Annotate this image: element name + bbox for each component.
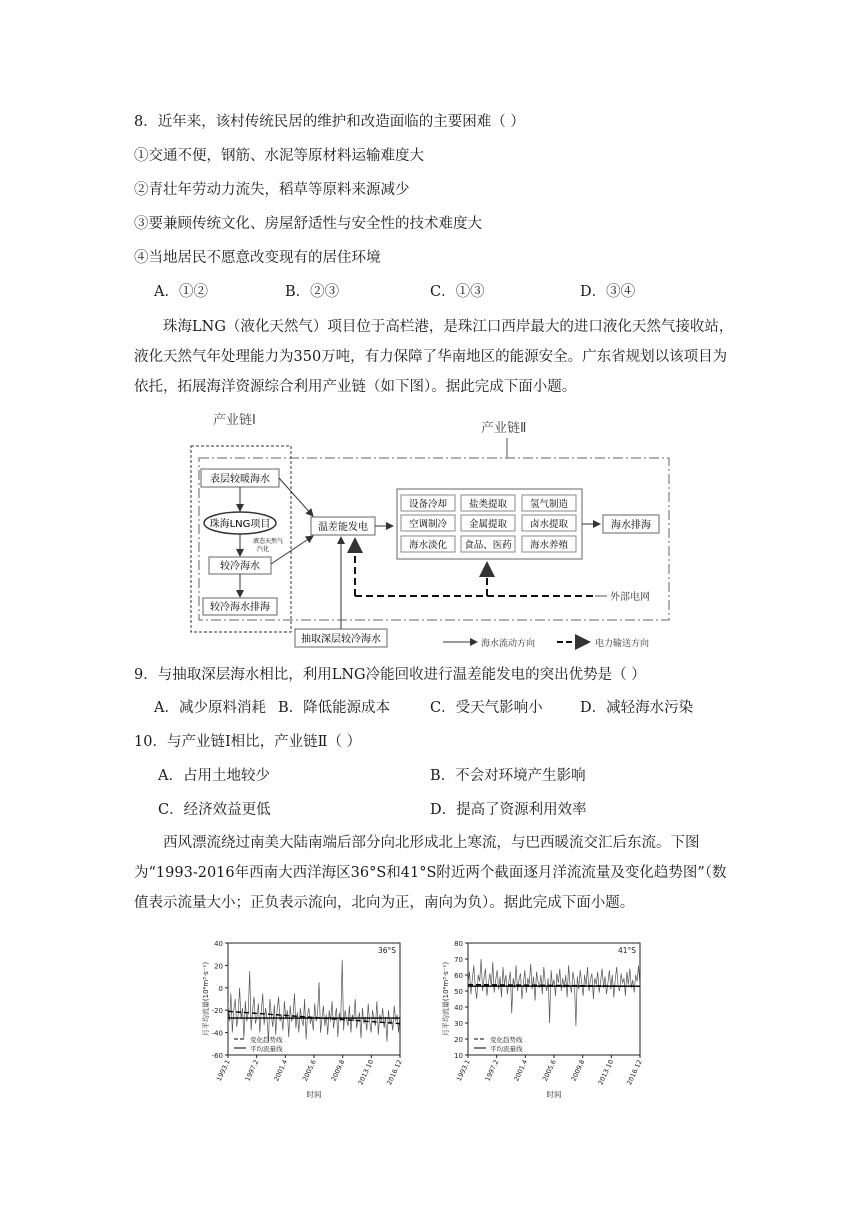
flow-chart-41s <box>440 935 660 1105</box>
x-tick-label: 2005.6 <box>540 1058 558 1083</box>
x-tick-label: 1993.1 <box>214 1058 232 1083</box>
y-tick-label: 70 <box>454 956 463 964</box>
grid-cell-food-medicine-label: 食品、医药 <box>464 540 512 551</box>
cold-discharge-label: 较冷海水排海 <box>210 602 270 613</box>
grid-cell-salt-extraction-label: 盐类提取 <box>468 499 508 510</box>
grid-cell-air-conditioning-label: 空调制冷 <box>408 519 448 530</box>
y-tick-label: 0 <box>218 984 223 993</box>
question-8-item-2: ②青壮年劳动力流失，稻草等原料来源减少 <box>134 182 410 198</box>
arrow-surface-to-power <box>279 478 313 516</box>
x-tick-label: 2016.12 <box>385 1058 404 1087</box>
y-tick-label: -20 <box>211 1007 223 1016</box>
question-8-option-b: B．②③ <box>285 284 340 300</box>
external-grid-label: 外部电网 <box>610 592 650 603</box>
x-tick-label: 1997.2 <box>483 1058 501 1083</box>
question-8-option-c: C．①③ <box>430 284 485 300</box>
flow-chart-36s <box>200 935 420 1105</box>
y-tick-label: 40 <box>214 940 223 948</box>
question-8-option-d: D．③④ <box>580 284 636 300</box>
question-8-option-a: A．①② <box>154 284 208 300</box>
x-tick-label: 2013.10 <box>356 1058 376 1087</box>
legend-mean-label: 平均流量线 <box>490 1045 523 1053</box>
x-axis-label: 时间 <box>306 1090 322 1099</box>
gasify-label-2: 汽化 <box>257 546 270 553</box>
y-tick-label: 60 <box>454 972 463 980</box>
monthly-flow-line <box>468 959 640 1026</box>
question-9-option-d: D．减轻海水污染 <box>580 700 694 716</box>
question-10-option-d: D．提高了资源利用效率 <box>430 802 587 818</box>
question-10-stem: 10．与产业链Ⅰ相比，产业链Ⅱ（ ） <box>134 734 362 750</box>
grid-cell-hydrogen-label: 氢气制造 <box>529 499 569 510</box>
legend-trend-label: 变化趋势线 <box>490 1036 523 1044</box>
legend-power-label: 电力输送方向 <box>595 639 650 649</box>
question-10-option-a: A．占用土地较少 <box>158 768 270 784</box>
question-10-option-c: C．经济效益更低 <box>158 802 271 818</box>
y-tick-label: -60 <box>211 1052 223 1060</box>
x-tick-label: 1993.1 <box>454 1058 472 1083</box>
passage-current: 西风漂流绕过南美大陆南端后部分向北形成北上寒流，与巴西暖流交汇后东流。下图为“1993-2016年西南大西洋海区36°S和41°S附近两个截面逐月洋流流量及变化趋势图”（数值表示流量大小；正负表示流向，北向为正，南向为负）。据此完成下面小题。 <box>134 835 727 911</box>
question-8-item-3: ③要兼顾传统文化、房屋舒适性与安全性的技术难度大 <box>134 216 482 232</box>
question-10-option-b: B．不会对环境产生影响 <box>430 768 586 784</box>
x-tick-label: 2005.6 <box>300 1058 318 1083</box>
y-tick-label: 20 <box>214 962 223 971</box>
grid-cell-equipment-cooling-label: 设备冷却 <box>408 499 448 510</box>
cold-water-label: 较冷海水 <box>220 561 260 572</box>
x-tick-label: 1997.2 <box>243 1058 261 1083</box>
deep-water-label: 抽取深层较冷海水 <box>301 634 381 645</box>
panel-label: 41°S <box>617 946 636 955</box>
x-tick-label: 2009.8 <box>329 1058 347 1083</box>
grid-cell-aquaculture-label: 海水养殖 <box>529 540 569 551</box>
y-tick-label: 40 <box>454 1004 463 1012</box>
legend-trend-label: 变化趋势线 <box>250 1036 283 1044</box>
monthly-flow-line <box>228 960 400 1042</box>
passage-lng: 珠海LNG（液化天然气）项目位于高栏港，是珠江口西岸最大的进口液化天然气接收站，液化天然气年处理能力为350万吨，有力保障了华南地区的能源安全。广东省规划以该项目为依托，拓展海洋资源综合利用产业链（如下图）。据此完成下面小题。 <box>134 319 734 395</box>
question-9-option-b: B．降低能源成本 <box>278 700 391 716</box>
y-tick-label: 10 <box>454 1052 463 1060</box>
x-tick-label: 2013.10 <box>596 1058 616 1087</box>
surface-water-label: 表层较暖海水 <box>210 474 270 485</box>
grid-cell-metal-extraction-label: 金属提取 <box>468 519 508 530</box>
power-generation-label: 温差能发电 <box>318 522 368 533</box>
grid-cell-brine-extraction-label: 卤水提取 <box>529 519 569 530</box>
question-9-stem: 9．与抽取深层海水相比，利用LNG冷能回收进行温差能发电的突出优势是（ ） <box>134 667 646 683</box>
question-9-option-a: A．减少原料消耗 <box>154 700 266 716</box>
gasify-label-1: 液态天然气 <box>253 538 284 545</box>
legend-mean-label: 平均流量线 <box>250 1045 283 1053</box>
y-tick-label: 20 <box>454 1036 463 1044</box>
y-tick-label: 80 <box>454 940 463 948</box>
grid-cell-desalination-label: 海水淡化 <box>408 540 448 551</box>
industry-chain-diagram <box>185 406 685 651</box>
x-tick-label: 2001.4 <box>272 1058 290 1083</box>
question-8-item-4: ④当地居民不愿意改变现有的居住环境 <box>134 250 381 266</box>
question-9-option-c: C．受天气影响小 <box>430 700 543 716</box>
legend-flow-label: 海水流动方向 <box>481 639 536 649</box>
question-8-stem: 8．近年来，该村传统民居的维护和改造面临的主要困难（ ） <box>134 114 525 130</box>
y-tick-label: -40 <box>211 1029 223 1038</box>
y-axis-label: 月平均流量(10⁶m³·s⁻¹) <box>202 961 210 1037</box>
lng-project-label: 珠海LNG项目 <box>209 519 271 530</box>
panel-label: 36°S <box>377 946 396 955</box>
question-8-item-1: ①交通不便，钢筋、水泥等原材料运输难度大 <box>134 148 424 164</box>
chain-2-label: 产业链Ⅱ <box>481 421 527 436</box>
x-tick-label: 2009.8 <box>569 1058 587 1083</box>
x-axis-label: 时间 <box>546 1090 562 1099</box>
x-tick-label: 2016.12 <box>625 1058 644 1087</box>
sea-discharge-label: 海水排海 <box>611 520 651 531</box>
y-axis-label: 月平均流量(10⁶m³·s⁻¹) <box>442 961 450 1037</box>
x-tick-label: 2001.4 <box>512 1058 530 1083</box>
chain-1-label: 产业链Ⅰ <box>213 413 256 428</box>
y-tick-label: 50 <box>454 988 463 996</box>
y-tick-label: 30 <box>454 1020 463 1028</box>
